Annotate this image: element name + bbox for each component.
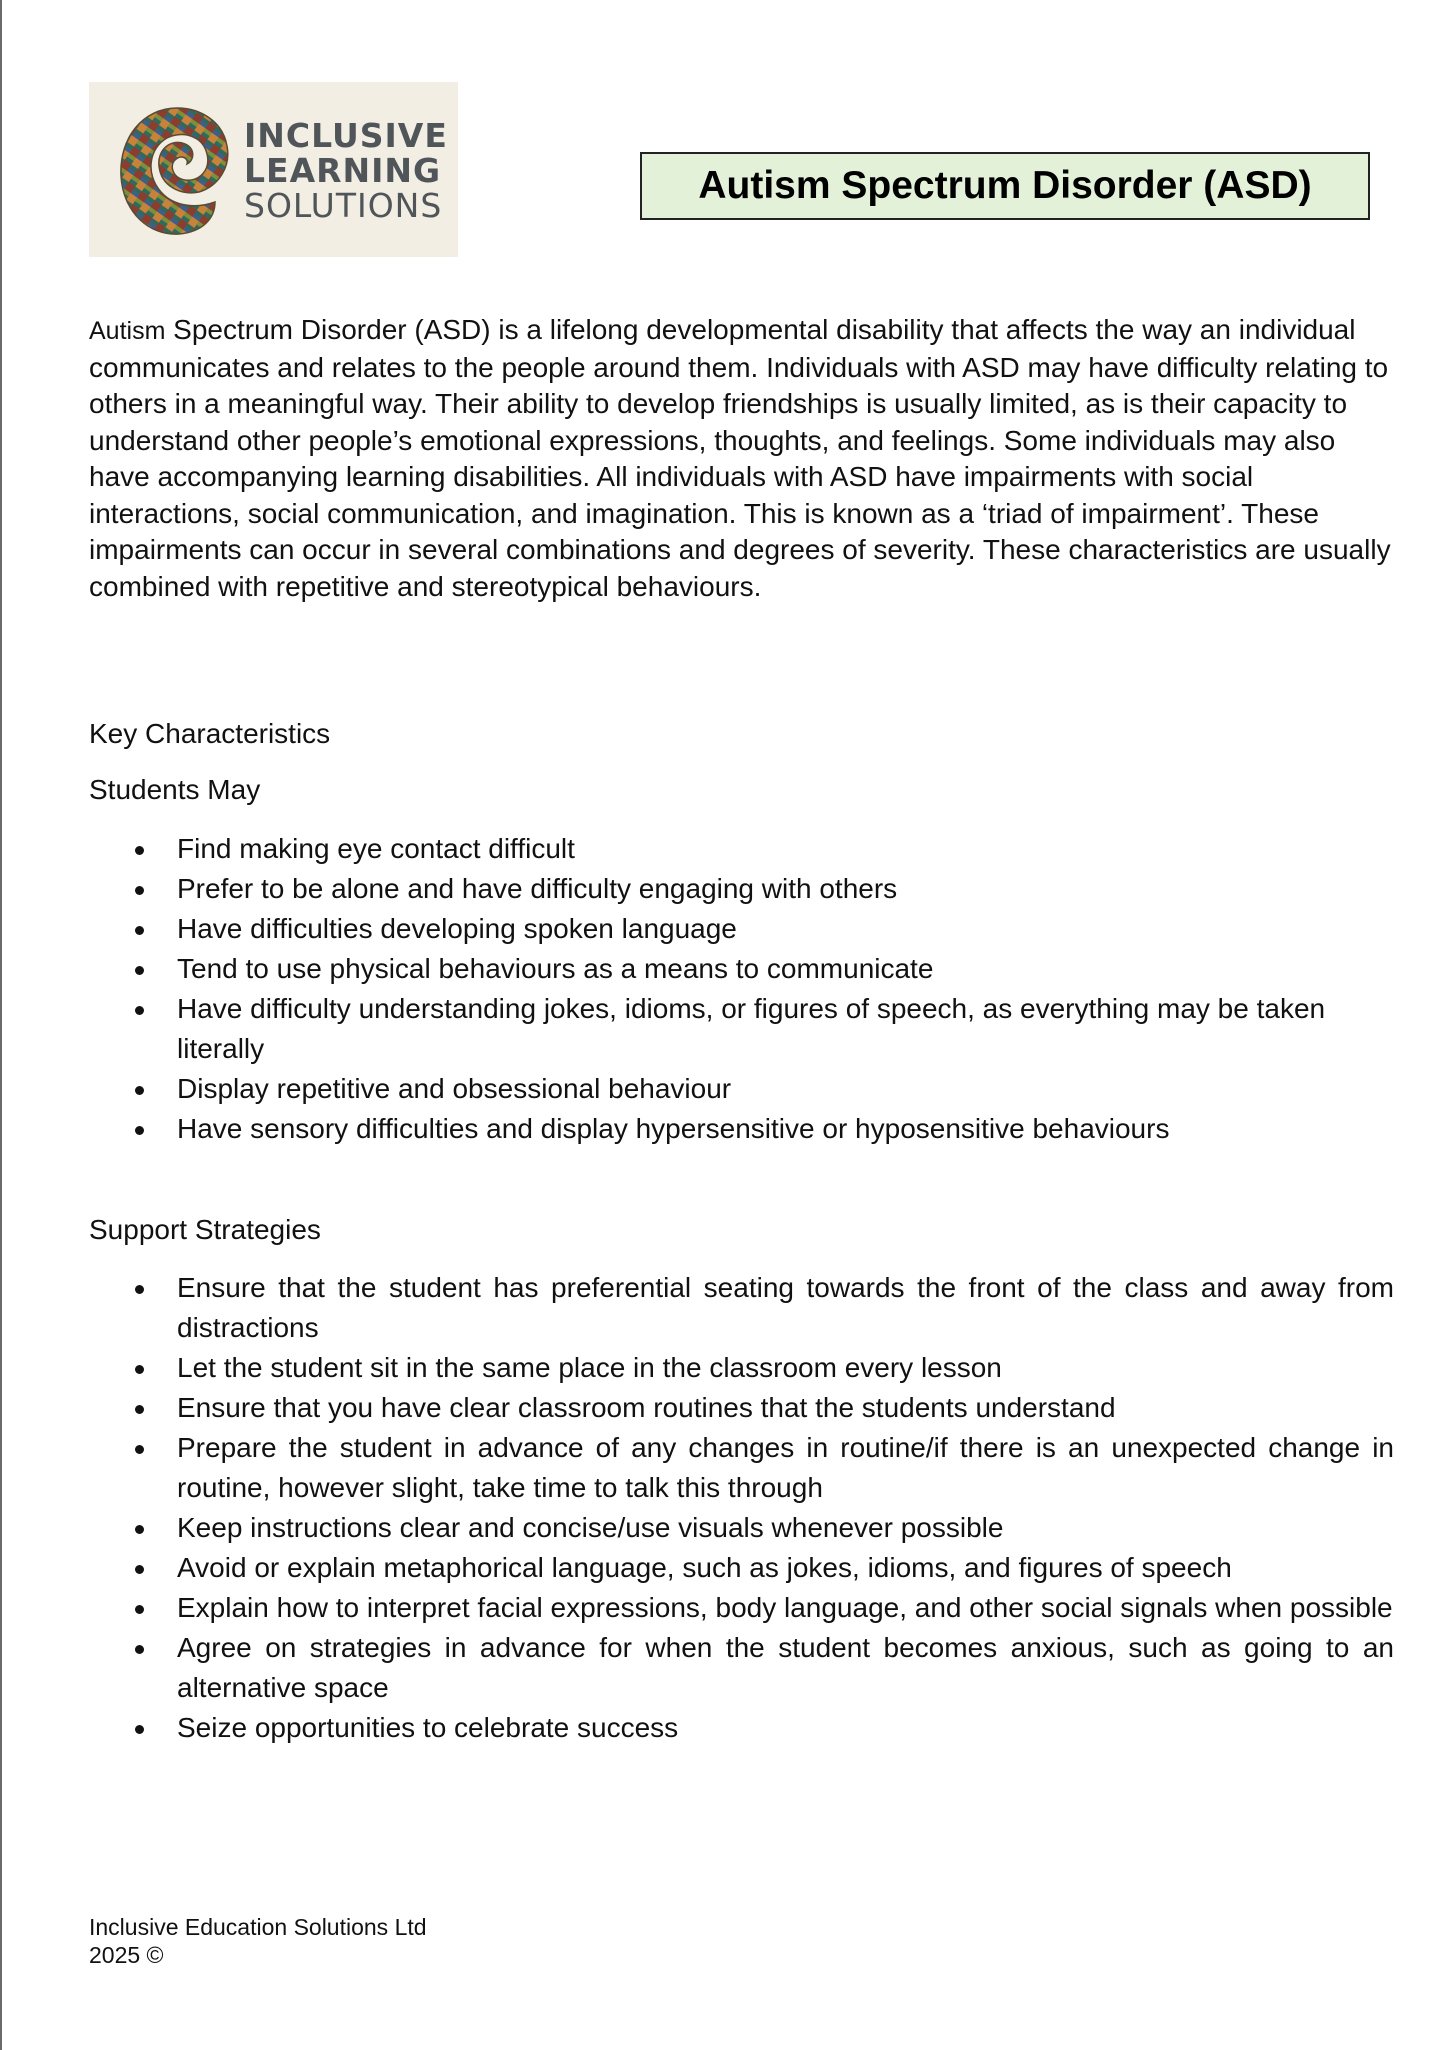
bullet-icon [135,886,144,895]
intro-first-word: Autism [89,317,166,345]
list-item [89,1508,1394,1548]
list-item [89,909,1394,949]
support-strategies-heading: Support Strategies [89,1214,321,1245]
intro-paragraph [89,312,1394,605]
bullet-icon [135,846,144,855]
list-item-text: Let the student sit in the same place in the classroom every lesson [177,1352,1002,1383]
list-item-text: Ensure that the student has preferential seating towards the front of the class and away from distractions [177,1272,1394,1343]
list-item [89,1348,1394,1388]
characteristics-list [89,829,1394,1149]
bullet-icon [135,1645,144,1654]
list-item-text: Keep instructions clear and concise/use visuals whenever possible [177,1512,1004,1543]
list-item [89,1588,1394,1628]
list-item [89,829,1394,869]
logo-line-1: INCLUSIVE [244,116,448,155]
list-item-text: Ensure that you have clear classroom routines that the students understand [177,1392,1116,1423]
list-item [89,1109,1394,1149]
list-item-text: Seize opportunities to celebrate success [177,1712,679,1743]
bullet-icon [135,1086,144,1095]
list-item-text: Avoid or explain metaphorical language, such as jokes, idioms, and figures of speech [177,1552,1232,1583]
strategies-list [89,1268,1394,1748]
list-item [89,989,1394,1069]
list-item-text: Tend to use physical behaviours as a means to communicate [177,953,934,984]
bullet-icon [135,1126,144,1135]
footer-copyright: 2025 © [89,1942,164,1968]
list-item-text: Find making eye contact difficult [177,833,575,864]
logo-line-2: LEARNING [244,151,442,190]
bullet-icon [135,1445,144,1454]
intro-text: Spectrum Disorder (ASD) is a lifelong developmental disability that affects the way an individual communicates and relates to the people around them. Individuals with ASD may have difficulty relating to others in a meaningful way. Their ability to develop friendships is usually limited, as is their capacity to understand other people’s emotional expressions, thoughts, and feelings. Some individuals may also have accompanying learning disabilities. All individuals with ASD have impairments with social interactions, social communication, and imagination. This is known as a ‘triad of impairment’. These impairments can occur in several combinations and degrees of severity. These characteristics are usually combined with repetitive and stereotypical behaviours. [89,314,1391,602]
list-item [89,1708,1394,1748]
footer-company: Inclusive Education Solutions Ltd [89,1914,427,1940]
bullet-icon [135,1605,144,1614]
page-title: Autism Spectrum Disorder (ASD) [698,164,1312,207]
page-edge [0,0,2,2050]
students-may-subheading: Students May [89,774,261,805]
bullet-icon [135,1405,144,1414]
key-characteristics-heading: Key Characteristics [89,718,331,749]
logo [89,82,458,257]
list-item-text: Prepare the student in advance of any changes in routine/if there is an unexpected change in routine, however slight, take time to talk this through [177,1432,1394,1503]
bullet-icon [135,926,144,935]
list-item-text: Have difficulty understanding jokes, idioms, or figures of speech, as everything may be taken literally [177,993,1326,1064]
bullet-icon [135,1006,144,1015]
list-item [89,1268,1394,1348]
list-item-text: Agree on strategies in advance for when the student becomes anxious, such as going to an alternative space [177,1632,1394,1703]
list-item-text: Explain how to interpret facial expressions, body language, and other social signals when possible [177,1592,1393,1623]
list-item-text: Display repetitive and obsessional behaviour [177,1073,732,1104]
list-item [89,1628,1394,1708]
logo-line-3: SOLUTIONS [244,186,443,225]
woven-spiral-logo-icon [115,104,235,239]
list-item [89,1388,1394,1428]
bullet-icon [135,1285,144,1294]
list-item [89,1428,1394,1508]
list-item [89,1069,1394,1109]
list-item [89,1548,1394,1588]
bullet-icon [135,1365,144,1374]
bullet-icon [135,1565,144,1574]
list-item [89,869,1394,909]
bullet-icon [135,1725,144,1734]
bullet-icon [135,1525,144,1534]
list-item-text: Have difficulties developing spoken language [177,913,737,944]
list-item-text: Prefer to be alone and have difficulty engaging with others [177,873,898,904]
bullet-icon [135,966,144,975]
footer [89,1913,427,1969]
title-box [640,152,1370,220]
list-item-text: Have sensory difficulties and display hypersensitive or hyposensitive behaviours [177,1113,1170,1144]
list-item [89,949,1394,989]
